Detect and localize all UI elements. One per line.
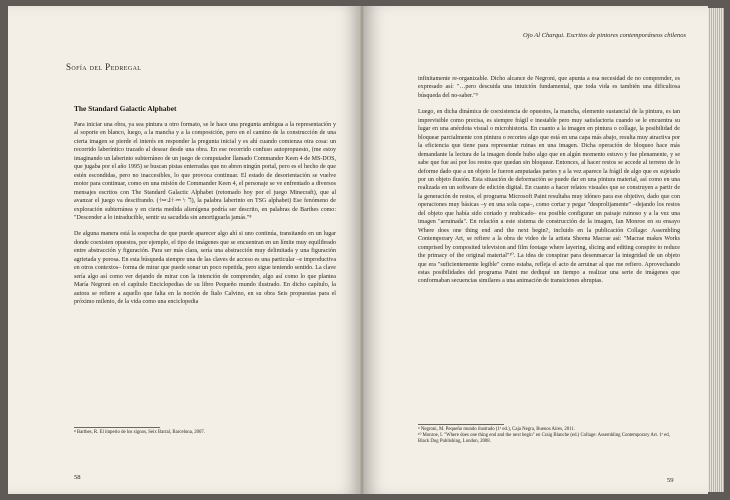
right-body-text [418, 75, 680, 286]
running-head-title: Ojo Al Charqui. Escritos de pintores contemporáneos chilenos [523, 32, 686, 39]
left-page [8, 6, 360, 494]
left-body-text [74, 121, 336, 307]
body-paragraph: Luego, en dicha dinámica de coexistencia de opuestos, la mancha, elemento sustancial de la pintura, es tan imprevisible como precisa, es siempre frágil e inestable pero muy satisfactoria cuando se le encuentra su lugar en una anécdota visual o microhistoria. En cuanto a la imagen en pintura o collage, la posibilidad de bloquear parcialmente con pintura o recortes algo que está en una capa más abajo, resulta muy atractiva por la eficiencia que tiene para representar ruinas en una imagen. Dicha operación de bloqueo hace más demandante la lectura de la imagen donde hubo algo que en algún momento estuvo y fue plenamente, y se sabe que fue así por los restos que quedan sin bloquear. Entonces, al hacer restos se accede al terreno de lo deforme dado que a un objeto le fueron amputadas partes y a la vez aparece la frágil de algo que es sujetado por un objeto ilusión. Esta situación de deformación se puede dar en una pintura material, así como en una realizada en un software de edición digital. En cuanto a hacer relatos visuales que se construyen a partir de la generación de restos, el programa Microsoft Paint resultaba muy idóneo para ese objetivo, dado que con operaciones muy básicas –y en una sola capa–, como cortar y pegar "desprolijamente" –dejando los restos del objeto que había sido cortado y reubicado– era posible configurar un paisaje ruinoso y a la vez una imagen "arruinada". En relación a este sistema de construcción de la imagen, Ian Monroe en su ensayo Where does one thing end and the next begin?, incluido en la publicación Collage: Assembling Contemporary Art, se refiere a la obra de video de la artista Sheena Macrae así: "Macrae makes Works comprised by composited television and film footage where layering, slicing and editing conspire to reduce the primacy of the original material"¹⁰. La idea de conspirar para desenmarcar la integridad de un objeto que era "suficientemente legible" como estaba, refleja el acto de arruinar al que me refiero. Aprovechando estas posibilidades del programa Paint me dediqué un tiempo a realizar una serie de imágenes que conformaban secuencias similares a una animación de transiciones abruptas. [418, 109, 680, 285]
footnote-rule [74, 427, 160, 428]
footnote: ¹⁰ Monroe, I. "Where does one thing end and the next begin" en Craig Blanche (ed.) Collage: Assembling Contemporary Art. 1ª ed, Black Dog Publishing, London, 2008. [418, 433, 670, 445]
footnote: ⁹ Negroni, M. Pequeño mundo ilustrado (1ª ed.), Caja Negra, Buenos Aires, 2011. [418, 427, 575, 432]
footnotes [418, 427, 680, 446]
running-head-author: Sofía del Pedregal [66, 62, 142, 72]
body-paragraph: De alguna manera está la sospecha de que puede aparecer algo ahí si uno continúa, transitando en un lugar donde coexisten opuestos, por ejemplo, el tipo de imágenes que se encuentran en un límite muy equilibrado entre abstracción y figuración. Para ser más clara, sería una abstracción muy delimitada y una figuración agrietada y porosa. En esta búsqueda siempre una de las claves de acceso es una particular –e improductiva en otros contextos– forma de mirar que puede sonar un poco repetida, pero sigue teniendo sentido. La clave sería algo así como ver dejando de mirar con la intención de comprender, algo así como lo que plantea María Negroni en el capítulo Enciclopedias de su libro Pequeño mundo ilustrado. En dicho capítulo, la autora se refiere a aquello que falta en la noción de Ítalo Calvino, en su obra Seis propuestas para el próximo milenio, de la vida como una enciclopedia [74, 231, 336, 306]
page-number: 59 [667, 477, 674, 484]
section-heading: The Standard Galactic Alphabet [74, 104, 177, 113]
body-paragraph: infinitamente re-organizable. Dicho alcance de Negroni, que apunta a esa necesidad de no comprender, es expresado así: "…pero descuida una intuición fundamental, que toda vida es también una dificultosa búsqueda del no-saber."⁹ [418, 76, 680, 99]
footnote-rule [418, 424, 504, 425]
page-edges [708, 8, 724, 492]
page-number: 58 [74, 474, 81, 481]
right-page [364, 6, 708, 494]
footnote: ⁸ Barthes, R. El imperio de los signos, Seix Barral, Barcelona, 2007. [74, 430, 206, 435]
body-paragraph: Para iniciar una obra, ya sea pintura u otro formato, se le hace una pregunta ambigua a la representación y al soporte en blanco, luego, a la mancha y a la composición, pero en el camino de la construcción de una cierta imagen se pierde el interés en responder la pregunta inicial y es ahí cuando comienza otra cosa: un recorrido laberíntico trazado al desear desde una obra. En ese recorrido confuso autopropuesto, (me estoy imaginando un laberinto subterráneo de un juego de computador llamado Commander Keen 4 de MS-DOS, que jugaba por el año 1995) se buscan pistas enterradas que no abren ningún portal, pero es el hecho de que estén escondidas, pero no inaccesibles, lo que provoca continuar. El estado de desorientación se vuelve motor para continuar, como en una misión de Commander Keen 4, el personaje se ve enfrentado a diversos mensajes escritos con The Standard Galactic Alphabet (retomado hoy por el juego Minecraft), que al avanzar el juego va descifrando. (ꖌ⚍ᒲꖌ·⎓ ϟ ℸ), la palabra laberinto en TSG alphabet) Ese fenómeno de exploración subterránea y en cierta medida alienígena podría ser descrito, en palabras de Barthes como: "Descender a lo intraducible, sentir su sacudida sin amortiguarla jamás."⁸ [74, 122, 336, 221]
